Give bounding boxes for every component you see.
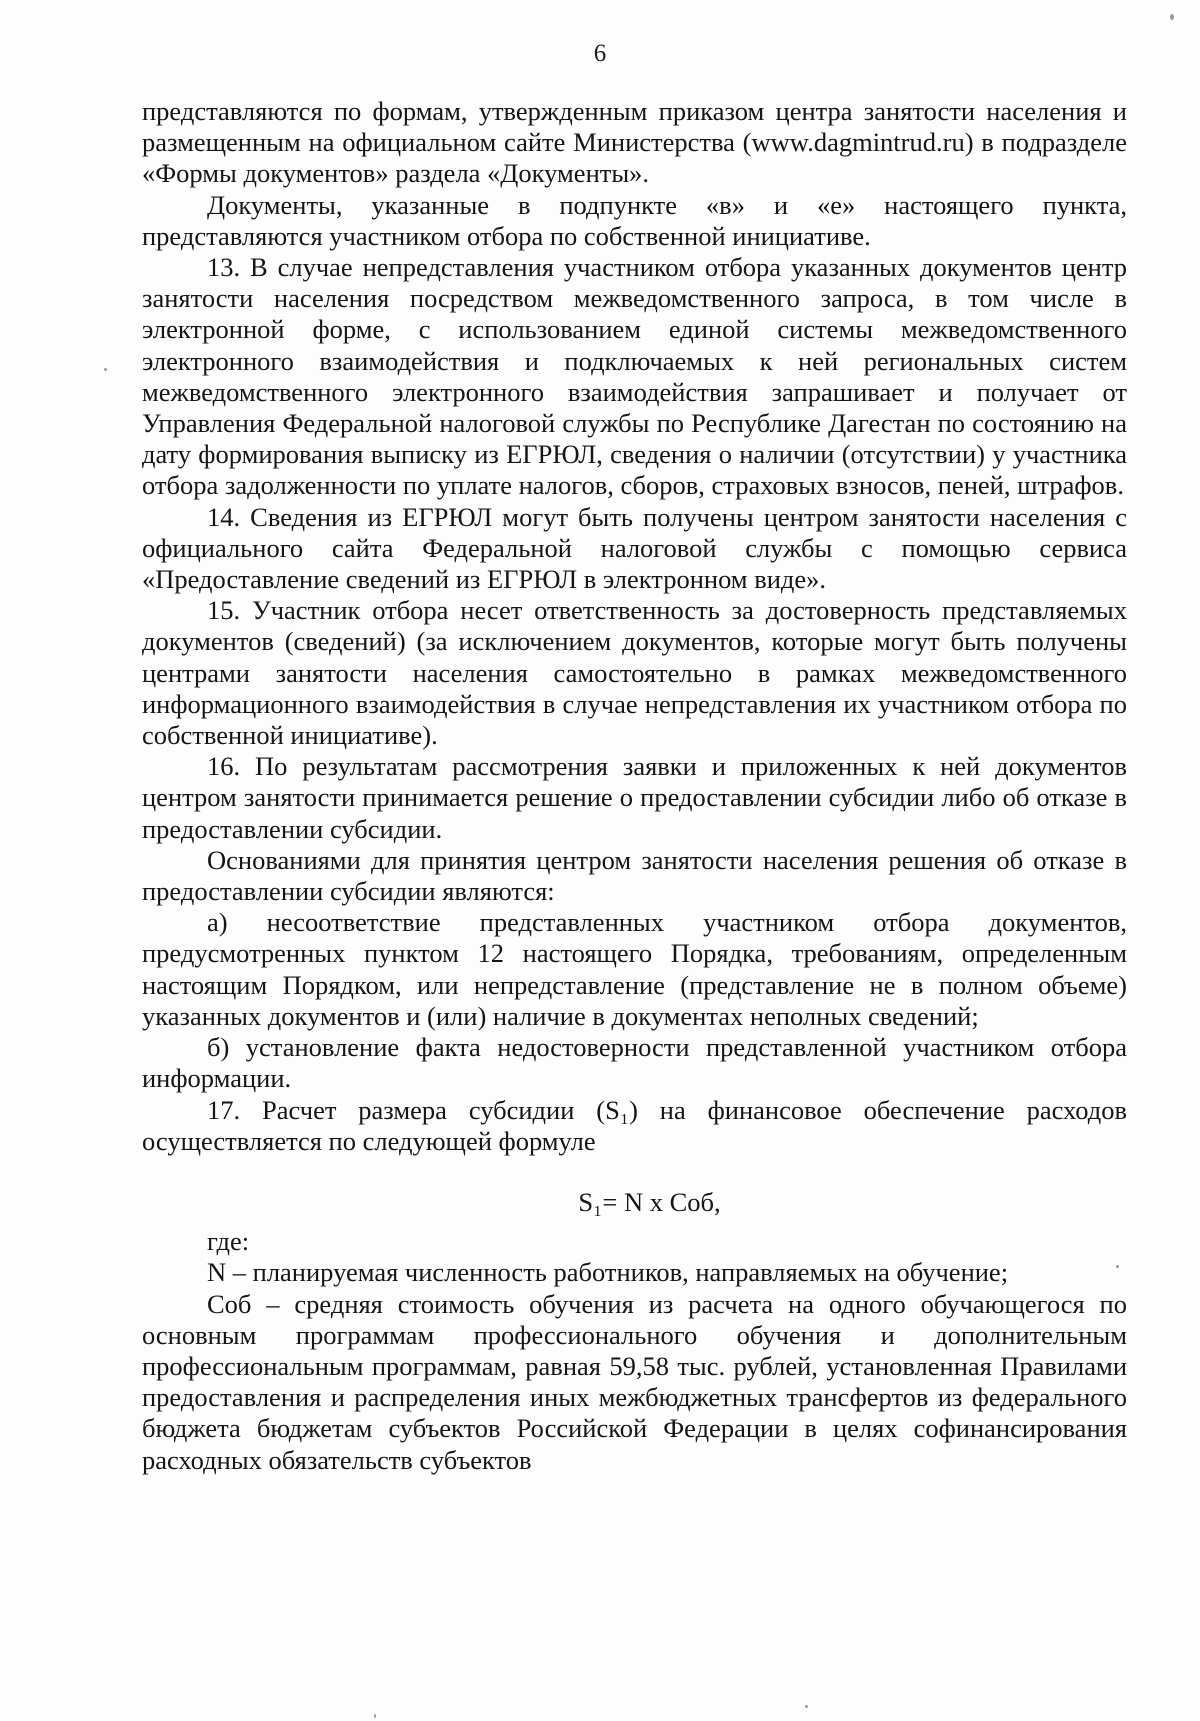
paragraph-ground-a: а) несоответствие представленных участником отбора документов, предусмотренных пунктом 12 настоящего Порядка, требованиям, определенным настоящим Порядком, или непредставление (представление не в полном объеме) указанных документов и (или) наличие в документах неполных сведений; [142,907,1127,1031]
scan-speck [1170,14,1174,20]
paragraph-item-14: 14. Сведения из ЕГРЮЛ могут быть получены центром занятости населения с официального сайта Федеральной налоговой службы с помощью сервиса «Предоставление сведений из ЕГРЮЛ в электронном виде». [142,501,1127,595]
scan-speck [374,1714,376,1718]
document-body [142,96,1127,1476]
definition-cob: Cоб – средняя стоимость обучения из расчета на одного обучающегося по основным программам профессионального обучения и дополнительным профессиональным программам, равная 59,58 тыс. рублей, установленная Правилами предоставления и распределения иных межбюджетных трансфертов из федерального бюджета бюджетам субъектов Российской Федерации в целях софинансирования расходных обязательств субъектов [142,1288,1127,1475]
scan-speck [104,368,107,371]
scan-speck [1116,1265,1119,1268]
paragraph-ground-b: б) установление факта недостоверности представленной участником отбора информации. [142,1032,1127,1094]
scan-speck [805,1705,808,1708]
where-label: где: [207,1226,250,1257]
definition-n: N – планируемая численность работников, направляемых на обучение; [207,1257,1009,1288]
paragraph-item-16: 16. По результатам рассмотрения заявки и приложенных к ней документов центром занятости принимается решение о предоставлении субсидии либо об отказе в предоставлении субсидии. [142,751,1127,844]
paragraph-continuation: представляются по формам, утвержденным приказом центра занятости населения и размещенным на официальном сайте Министерства (www.dagmintrud.ru) в подразделе «Формы документов» раздела «Документы». [142,96,1127,189]
page-number: 6 [593,40,607,67]
paragraph-documents-initiative: Документы, указанные в подпункте «в» и «е» настоящего пункта, представляются участником отбора по собственной инициативе. [142,189,1127,251]
subsidy-formula: S₁= N x Cоб, [578,1186,721,1217]
paragraph-item-17: 17. Расчет размера субсидии (S₁) на финансовое обеспечение расходов осуществляется по следующей формуле [142,1094,1127,1156]
paragraph-item-13: 13. В случае непредставления участником отбора указанных документов центр занятости населения посредством межведомственного запроса, в том числе в электронной форме, с использованием единой системы межведомственного электронного взаимодействия и подключаемых к ней региональных систем межведомственного электронного взаимодействия запрашивает и получает от Управления Федеральной налоговой службы по Республике Дагестан по состоянию на дату формирования выписку из ЕГРЮЛ, сведения о наличии (отсутствии) у участника отбора задолженности по уплате налогов, сборов, страховых взносов, пеней, штрафов. [142,252,1127,501]
paragraph-item-15: 15. Участник отбора несет ответственность за достоверность представляемых документов (сведений) (за исключением документов, которые могут быть получены центрами занятости населения самостоятельно в рамках межведомственного информационного взаимодействия в случае непредставления их участником отбора по собственной инициативе). [142,595,1127,751]
paragraph-refusal-grounds: Основаниями для принятия центром занятости населения решения об отказе в предоставлении субсидии являются: [142,844,1127,907]
